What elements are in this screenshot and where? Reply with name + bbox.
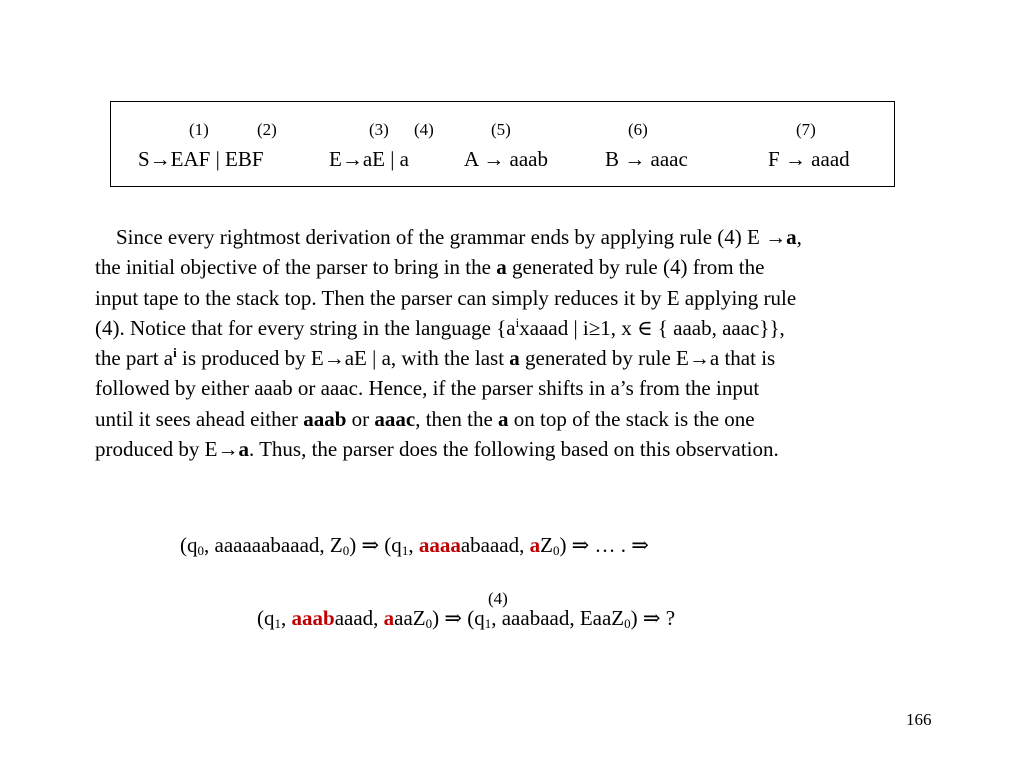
- text: generated by rule E→a that is: [519, 346, 776, 371]
- text: (q: [257, 606, 275, 630]
- subscript: 0: [552, 543, 560, 558]
- paragraph-line-8: [95, 434, 955, 464]
- text: until it sees ahead either: [95, 406, 304, 431]
- text: produced by E→: [95, 437, 239, 462]
- text: ) ⇒ … . ⇒: [559, 533, 649, 557]
- production-f: F → aaad: [768, 147, 850, 171]
- text: ) ⇒ ?: [630, 606, 676, 630]
- explanation-paragraph: [95, 222, 955, 464]
- text: is produced by E→aE | a, with the last: [176, 346, 510, 371]
- bold-a: a: [509, 346, 520, 371]
- subscript: 0: [342, 543, 350, 558]
- rule-number-7: (7): [796, 120, 816, 139]
- paragraph-line-3: input tape to the stack top. Then the parser can simply reduces it by E applying rule: [95, 285, 797, 310]
- text: Since every rightmost derivation of the grammar ends by applying rule (4) E →: [116, 225, 787, 249]
- text: (q: [180, 533, 198, 557]
- highlighted-stack: a: [383, 606, 395, 630]
- page-number: 166: [906, 710, 932, 729]
- text: on top of the stack is the one: [508, 406, 755, 431]
- text: aaad,: [334, 606, 384, 630]
- subscript: 0: [624, 616, 631, 631]
- text: . Thus, the parser does the following based on this observation.: [248, 437, 779, 462]
- highlighted-stack: a: [529, 533, 541, 557]
- production-e: E→aE | a: [329, 147, 410, 171]
- rule-4-label: (4): [488, 589, 508, 608]
- bold-a: a: [498, 406, 509, 431]
- text: , then the: [415, 406, 499, 431]
- text: , aaabaad, EaaZ: [491, 606, 625, 630]
- text: abaaad,: [460, 533, 530, 557]
- subscript: 0: [425, 616, 433, 631]
- paragraph-line-6: followed by either aaab or aaac. Hence, if the parser shifts in a’s from the input: [95, 376, 760, 401]
- configuration-trace-1: [180, 532, 649, 558]
- paragraph-line-4: [95, 313, 955, 343]
- rule-number-6: (6): [628, 120, 648, 139]
- text: the initial objective of the parser to bring in the: [95, 255, 497, 280]
- text: ) ⇒ (q: [432, 606, 485, 630]
- grammar-box: [110, 101, 895, 187]
- text: the part a: [95, 346, 174, 371]
- subscript: 0: [197, 543, 204, 558]
- text: xaaad | i≥1, x ∈ { aaab, aaac}},: [519, 315, 785, 340]
- bold-a: a: [496, 255, 507, 280]
- paragraph-line-5: [95, 343, 955, 373]
- superscript-i: i: [515, 314, 520, 330]
- superscript-i: i: [173, 345, 177, 361]
- rule-number-5: (5): [491, 120, 511, 139]
- subscript: 1: [401, 543, 409, 558]
- production-a: A → aaab: [464, 147, 548, 171]
- bold-aaac: aaac: [374, 406, 416, 431]
- text: or: [346, 406, 375, 431]
- paragraph-line-1: [95, 222, 955, 252]
- rule-number-2: (2): [257, 120, 277, 139]
- text: aaZ: [394, 606, 426, 630]
- bold-a: a: [786, 225, 797, 249]
- text: Z: [540, 533, 553, 557]
- text: generated by rule (4) from the: [506, 255, 765, 280]
- highlighted-input: aaab: [291, 606, 335, 630]
- text: ) ⇒ (q: [349, 533, 402, 557]
- rule-number-3: (3): [369, 120, 389, 139]
- production-s: S→EAF | EBF: [138, 147, 264, 171]
- paragraph-line-7: [95, 404, 955, 434]
- rule-number-4: (4): [414, 120, 434, 139]
- production-b: B → aaac: [605, 147, 688, 171]
- text: ,: [281, 606, 292, 630]
- subscript: 1: [484, 616, 492, 631]
- bold-aaab: aaab: [303, 406, 347, 431]
- text: ,: [408, 533, 419, 557]
- bold-a: a: [238, 437, 249, 462]
- rule-number-1: (1): [189, 120, 209, 139]
- subscript: 1: [274, 616, 281, 631]
- text: , aaaaaabaaad, Z: [204, 533, 343, 557]
- text: ,: [796, 225, 802, 249]
- configuration-trace-2: [257, 605, 675, 631]
- paragraph-line-2: [95, 252, 955, 282]
- text: (4). Notice that for every string in the language {a: [95, 315, 516, 340]
- highlighted-input: aaaa: [418, 533, 461, 557]
